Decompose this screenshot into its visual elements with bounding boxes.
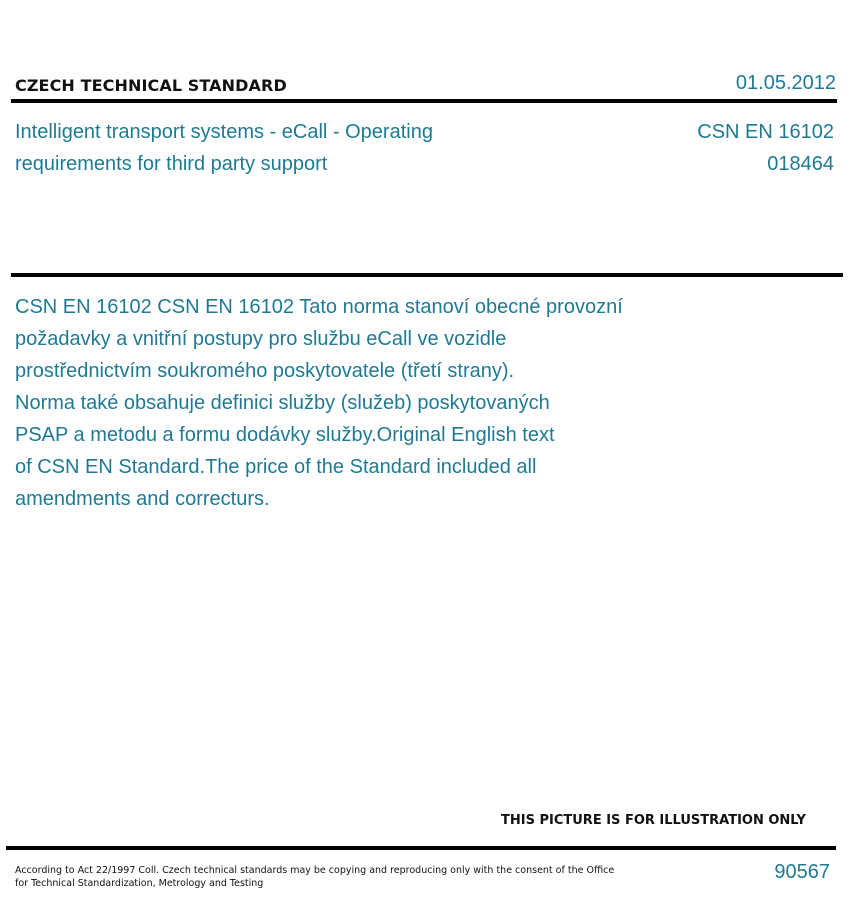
header-divider: [11, 99, 837, 103]
legal-notice-line-2: for Technical Standardization, Metrology and Testing: [15, 878, 264, 889]
standard-title: [15, 116, 535, 180]
section-divider: [11, 273, 843, 277]
document-number: 90567: [774, 861, 830, 883]
footer-divider: [6, 846, 836, 850]
standard-title-line-2: requirements for third party support: [15, 153, 328, 175]
illustration-note: THIS PICTURE IS FOR ILLUSTRATION ONLY: [501, 813, 806, 828]
legal-notice: [15, 864, 615, 890]
standard-title-line-1: Intelligent transport systems - eCall - Operating: [15, 121, 433, 143]
standard-description: CSN EN 16102 CSN EN 16102 Tato norma stanoví obecné provozní požadavky a vnitřní postupy pro službu eCall ve vozidle prostřednictvím soukromého poskytovatele (třetí strany). Norma také obsahuje definici služby (služeb) poskytovaných PSAP a metodu a formu dodávky služby.Original English text of CSN EN Standard.The price of the Standard included all amendments and correcturs.: [15, 296, 623, 510]
standard-code: CSN EN 16102: [697, 121, 834, 143]
publication-date: 01.05.2012: [735, 72, 836, 94]
catalog-number: 018464: [767, 153, 834, 175]
document-type-heading: CZECH TECHNICAL STANDARD: [15, 76, 287, 95]
standard-identifiers: [697, 116, 834, 180]
legal-notice-line-1: According to Act 22/1997 Coll. Czech technical standards may be copying and reproducing only with the consent of the Office: [15, 865, 615, 876]
